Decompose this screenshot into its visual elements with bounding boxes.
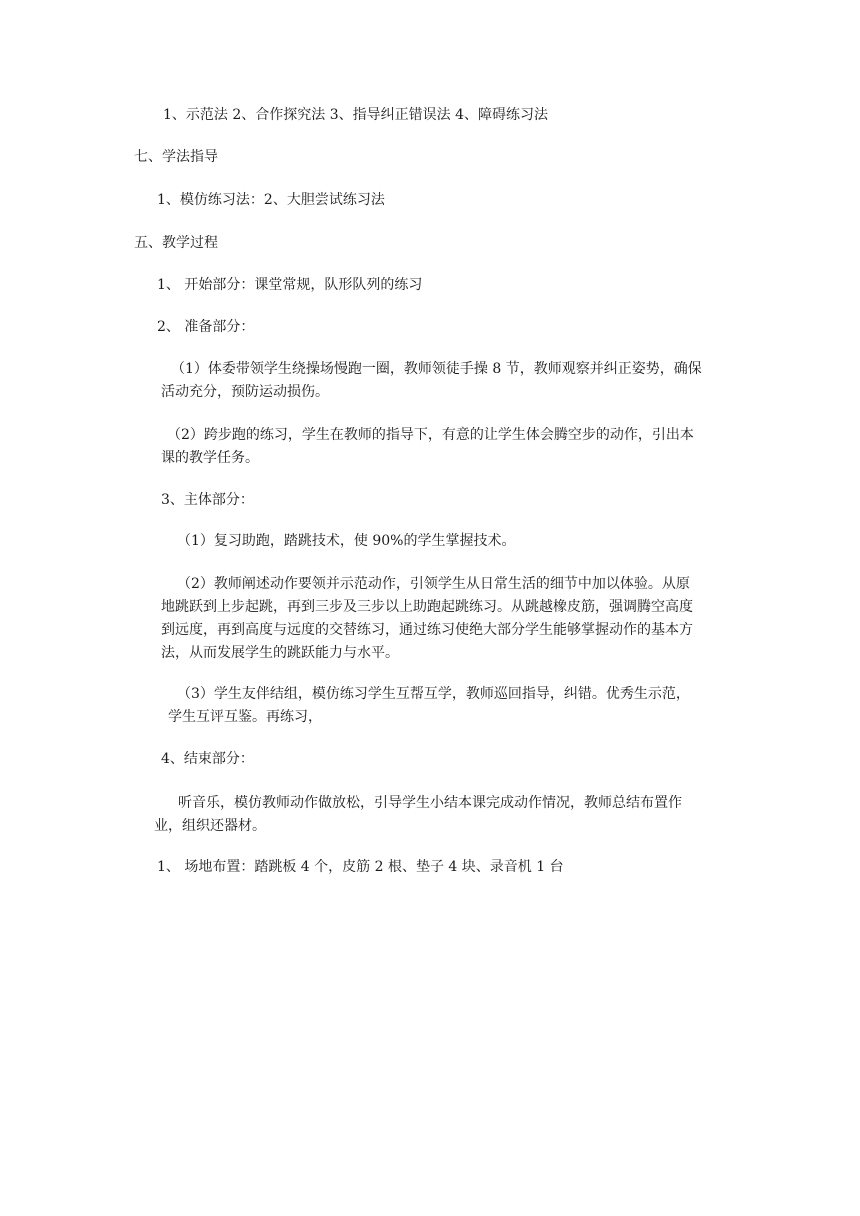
part-main-heading: 3、主体部分： [161,492,254,508]
preparation-item-1-line-1: （1）体委带领学生绕操场慢跑一圈，教师领徒手操 8 节，教师观察并纠正姿势，确保 [171,361,702,377]
main-item-2-line-1: （2）教师阐述动作要领并示范动作，引领学生从日常生活的细节中加以体验。从原 [177,576,690,592]
teaching-methods-line: 1、示范法 2、合作探究法 3、指导纠正错误法 4、障碍练习法 [163,107,548,123]
ending-text-line-2: 业，组织还器材。 [154,818,266,834]
part-ending-heading: 4、结束部分： [161,751,254,767]
main-item-2-line-4: 法，从而发展学生的跳跃能力与水平。 [161,645,399,661]
preparation-item-2-line-1: （2）跨步跑的练习，学生在教师的指导下，有意的让学生体会腾空步的动作，引出本 [167,427,694,443]
section-heading-study-guidance: 七、学法指导 [134,149,218,165]
main-item-3-line-2: 学生互评互鉴。再练习， [168,709,322,725]
main-item-1: （1）复习助跑，踏跳技术，使 90%的学生掌握技术。 [177,533,516,549]
ending-text [154,792,682,838]
main-item-2-line-2: 地跳跃到上步起跳，再到三步及三步以上助跑起跳练习。从跳越橡皮筋，强调腾空高度 [161,599,693,615]
main-item-2 [161,573,693,665]
preparation-item-2 [161,424,694,470]
section-heading-teaching-process: 五、教学过程 [134,235,218,251]
main-item-2-line-3: 到远度，再到高度与远度的交替练习，通过练习使绝大部分学生能够掌握动作的基本方 [161,622,693,638]
study-methods-line: 1、模仿练习法：2、大胆尝试练习法 [157,192,385,208]
preparation-item-2-line-2: 课的教学任务。 [161,450,259,466]
main-item-3-line-1: （3）学生友伴结组，模仿练习学生互帮互学，教师巡回指导，纠错。优秀生示范， [177,686,690,702]
part-start-line: 1、 开始部分：课堂常规，队形队列的练习 [157,277,423,293]
preparation-item-1-line-2: 活动充分，预防运动损伤。 [161,384,329,400]
part-preparation-heading: 2、 准备部分： [157,319,255,335]
ending-text-line-1: 听音乐，模仿教师动作做放松，引导学生小结本课完成动作情况，教师总结布置作 [178,795,682,811]
main-item-3 [168,683,690,729]
preparation-item-1 [161,358,702,404]
venue-setup-line: 1、 场地布置：踏跳板 4 个，皮筋 2 根、垫子 4 块、录音机 1 台 [157,859,564,875]
